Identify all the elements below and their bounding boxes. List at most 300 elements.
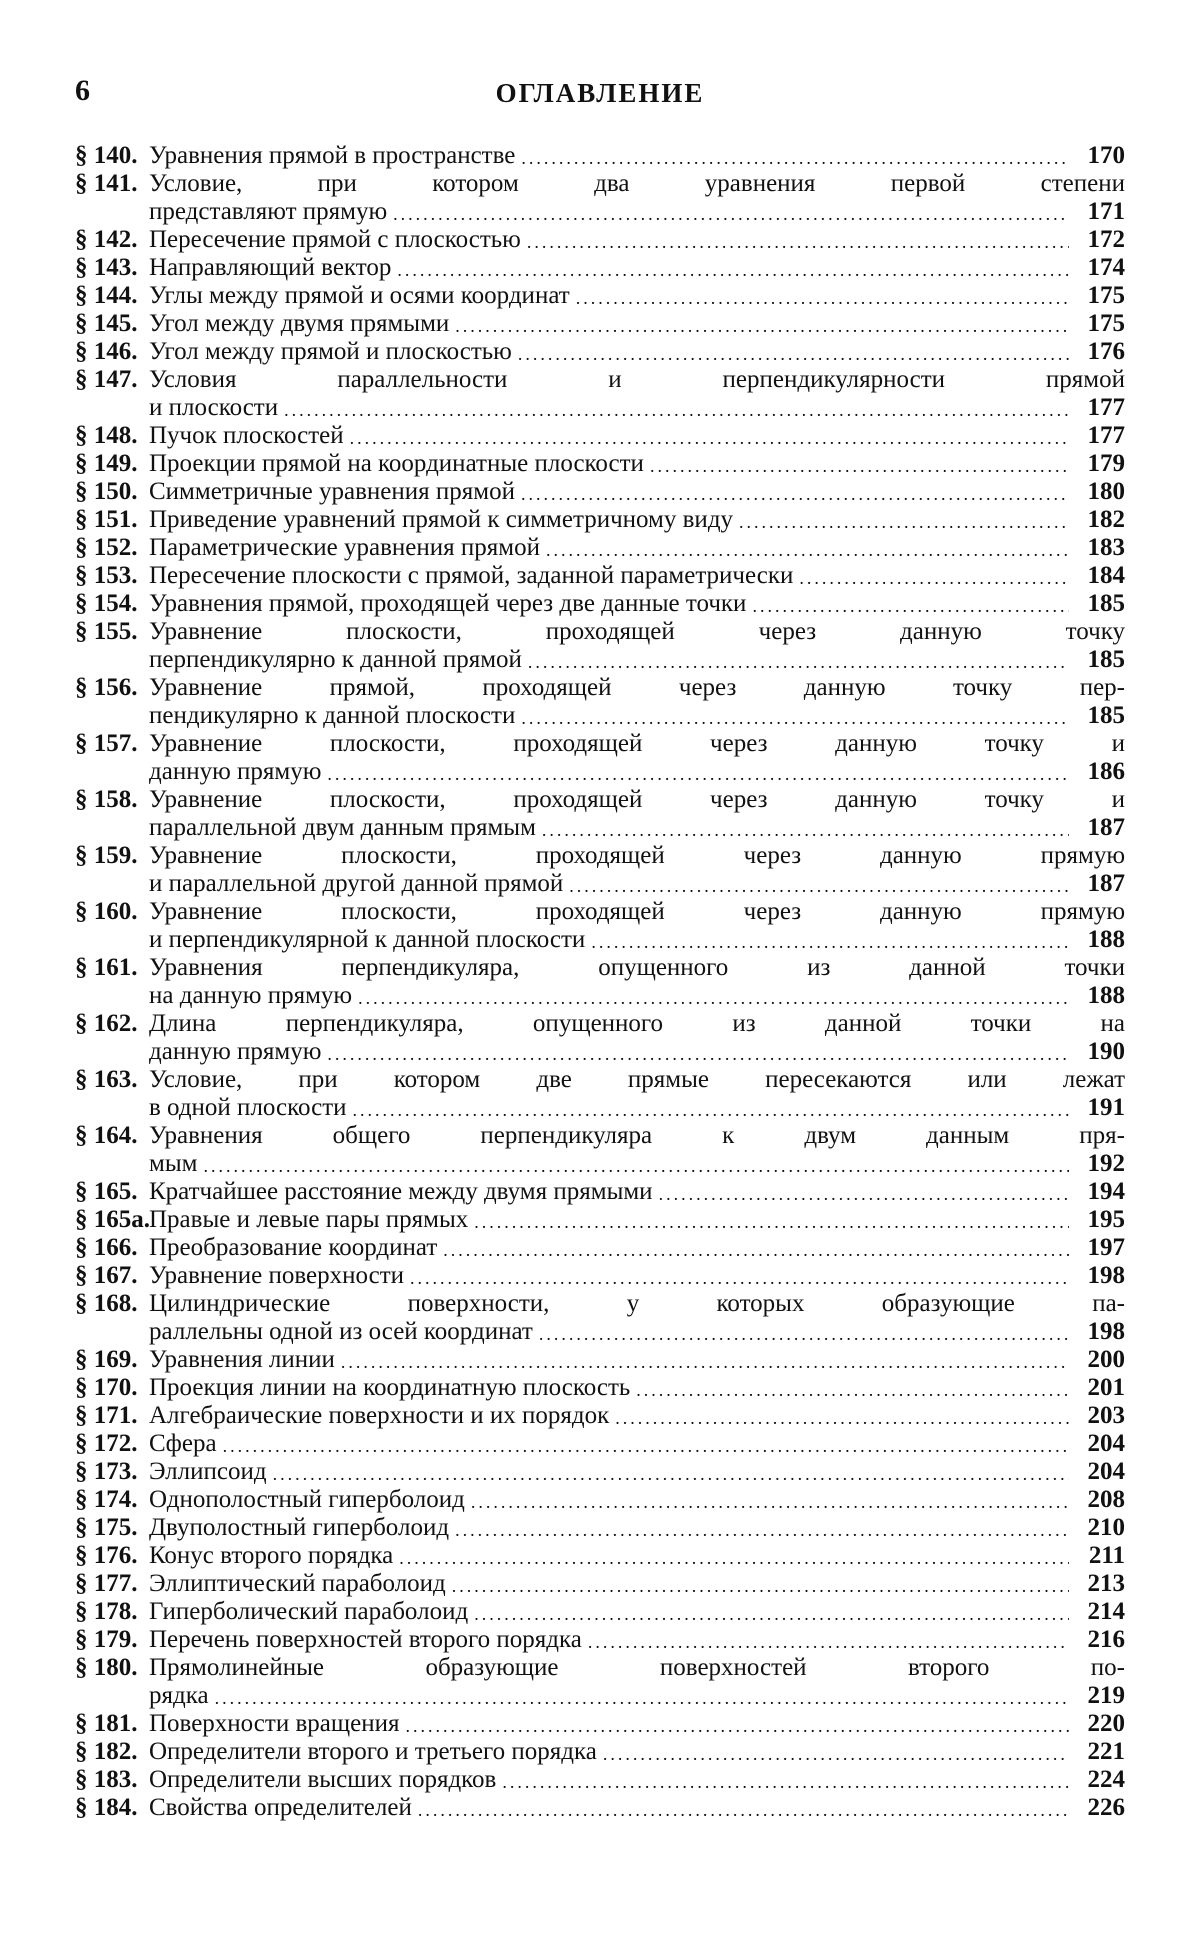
dot-leader [539,1322,1069,1346]
entry-body [149,1766,1125,1794]
toc-entry [75,422,1125,450]
dot-leader [471,1490,1069,1514]
entry-title-line: Уравнения общего перпендикуляра к двум данным пря- [149,1122,1125,1149]
dot-leader [443,1238,1069,1262]
entry-last-line [149,1402,1125,1430]
dot-leader [397,258,1069,282]
dot-leader [542,818,1069,842]
toc-entry [75,1402,1125,1430]
section-number: § 142. [75,226,138,253]
entry-body [149,1598,1125,1626]
dot-leader [615,1406,1069,1430]
entry-title-line: Поверхности вращения [149,1710,400,1737]
dot-leader [327,1042,1069,1066]
section-number: § 182. [75,1738,138,1765]
entry-body [149,898,1125,954]
section-number: § 165. [75,1178,138,1205]
page-ref: 185 [1087,702,1125,729]
toc-list [75,142,1125,1822]
toc-entry [75,226,1125,254]
toc-entry [75,170,1125,226]
section-number: § 175. [75,1514,138,1541]
entry-title-line: мым [149,1150,198,1177]
entry-body [149,310,1125,338]
section-number: § 171. [75,1402,138,1429]
entry-body [149,1206,1125,1234]
page-ref: 210 [1087,1514,1125,1541]
entry-title-line: представляют прямую [149,198,388,225]
entry-title-line: Уравнение плоскости, проходящей через данную точку и [149,786,1125,813]
section-number: § 157. [75,730,138,757]
dot-leader [455,1518,1069,1542]
entry-title-line: Преобразование координат [149,1234,438,1261]
entry-last-line [149,1318,1125,1346]
section-number: § 141. [75,170,138,197]
dot-leader [591,930,1069,954]
entry-body [149,338,1125,366]
entry-last-line [149,926,1125,954]
toc-entry [75,1654,1125,1710]
entry-last-line [149,310,1125,338]
entry-body [149,1262,1125,1290]
toc-entry [75,1374,1125,1402]
entry-body [149,674,1125,730]
page-ref: 214 [1087,1598,1125,1625]
page-ref: 177 [1087,394,1125,421]
section-number: § 150. [75,478,138,505]
entry-body [149,1710,1125,1738]
page-ref: 192 [1087,1150,1125,1177]
toc-entry [75,954,1125,1010]
page-ref: 184 [1087,562,1125,589]
entry-body [149,1122,1125,1178]
section-number: § 165а. [75,1206,150,1233]
entry-body [149,842,1125,898]
entry-body [149,618,1125,674]
entry-title-line: Уравнение плоскости, проходящей через данную точку [149,618,1125,645]
toc-entry [75,1570,1125,1598]
dot-leader [650,454,1069,478]
toc-entry [75,786,1125,842]
dot-leader [474,1602,1069,1626]
toc-entry [75,1626,1125,1654]
page-ref: 194 [1087,1178,1125,1205]
entry-title-line: Уравнение поверхности [149,1262,405,1289]
entry-title-line: Проекции прямой на координатные плоскости [149,450,644,477]
entry-body [149,1738,1125,1766]
toc-entry [75,254,1125,282]
section-number: § 160. [75,898,138,925]
page-ref: 204 [1087,1430,1125,1457]
dot-leader [603,1742,1069,1766]
toc-page [75,70,1125,1822]
section-number: § 172. [75,1430,138,1457]
toc-entry [75,478,1125,506]
entry-body [149,1010,1125,1066]
section-number: § 170. [75,1374,138,1401]
entry-title-line: Эллиптический параболоид [149,1570,446,1597]
page-ref: 211 [1088,1542,1125,1569]
page-ref: 220 [1087,1710,1125,1737]
entry-last-line [149,1374,1125,1402]
toc-entry [75,506,1125,534]
page-ref: 213 [1087,1570,1125,1597]
entry-title-line: Приведение уравнений прямой к симметричному виду [149,506,734,533]
entry-last-line [149,1206,1125,1234]
section-number: § 148. [75,422,138,449]
dot-leader [546,538,1069,562]
dot-leader [405,1714,1069,1738]
entry-body [149,1234,1125,1262]
dot-leader [521,706,1069,730]
entry-last-line [149,1738,1125,1766]
dot-leader [752,594,1069,618]
toc-entry [75,1290,1125,1346]
page-ref: 188 [1087,926,1125,953]
entry-title-line: Прямолинейные образующие поверхностей второго по- [149,1654,1125,1681]
entry-body [149,1794,1125,1822]
entry-last-line [149,338,1125,366]
page-ref: 172 [1087,226,1125,253]
section-number: § 183. [75,1766,138,1793]
toc-entry [75,1010,1125,1066]
entry-title-line: Однополостный гиперболоид [149,1486,465,1513]
entry-title-line: Уравнения перпендикуляра, опущенного из данной точки [149,954,1125,981]
section-number: § 161. [75,954,138,981]
section-number: § 166. [75,1234,138,1261]
section-number: § 144. [75,282,138,309]
page-header [75,70,1125,114]
entry-body [149,954,1125,1010]
toc-entry [75,1766,1125,1794]
entry-title-line: Эллипсоид [149,1458,267,1485]
dot-leader [474,1210,1069,1234]
section-number: § 154. [75,590,138,617]
entry-title-line: Определители высших порядков [149,1766,497,1793]
entry-body [149,422,1125,450]
entry-last-line [149,1038,1125,1066]
dot-leader [588,1630,1069,1654]
section-number: § 151. [75,506,138,533]
section-number: § 174. [75,1486,138,1513]
entry-last-line [149,1710,1125,1738]
dot-leader [576,286,1069,310]
section-number: § 169. [75,1346,138,1373]
dot-leader [636,1378,1069,1402]
entry-last-line [149,450,1125,478]
entry-title-line: параллельной двум данным прямым [149,814,536,841]
entry-title-line: Перечень поверхностей второго порядка [149,1626,582,1653]
entry-last-line [149,254,1125,282]
entry-title-line: данную прямую [149,758,322,785]
entry-title-line: данную прямую [149,1038,322,1065]
section-number: § 155. [75,618,138,645]
dot-leader [452,1574,1069,1598]
entry-body [149,1514,1125,1542]
section-number: § 177. [75,1570,138,1597]
section-number: § 147. [75,366,138,393]
page-ref: 216 [1087,1626,1125,1653]
dot-leader [502,1770,1069,1794]
dot-leader [518,342,1069,366]
entry-title-line: Длина перпендикуляра, опущенного из данной точки на [149,1010,1125,1037]
entry-title-line: и перпендикулярной к данной плоскости [149,926,586,953]
entry-title-line: Проекция линии на координатную плоскость [149,1374,631,1401]
entry-title-line: Свойства определителей [149,1794,412,1821]
page-ref: 170 [1087,142,1125,169]
entry-last-line [149,1570,1125,1598]
toc-entry [75,1066,1125,1122]
section-number: § 140. [75,142,138,169]
dot-leader [358,986,1069,1010]
entry-last-line [149,198,1125,226]
dot-leader [327,762,1069,786]
entry-last-line [149,534,1125,562]
toc-entry [75,142,1125,170]
dot-leader [739,510,1069,534]
section-number: § 179. [75,1626,138,1653]
toc-entry [75,1234,1125,1262]
toc-entry [75,1486,1125,1514]
entry-last-line [149,394,1125,422]
entry-title-line: Пересечение прямой с плоскостью [149,226,521,253]
toc-entry [75,1206,1125,1234]
page-ref: 190 [1087,1038,1125,1065]
section-number: § 152. [75,534,138,561]
entry-body [149,730,1125,786]
entry-body [149,1542,1125,1570]
dot-leader [527,230,1069,254]
entry-title-line: и параллельной другой данной прямой [149,870,564,897]
page-ref: 183 [1087,534,1125,561]
entry-title-line: Правые и левые пары прямых [149,1206,469,1233]
page-ref: 200 [1087,1346,1125,1373]
entry-title-line: Угол между прямой и плоскостью [149,338,512,365]
entry-last-line [149,1514,1125,1542]
page-ref: 176 [1087,338,1125,365]
entry-title-line: Условие, при котором два уравнения первой степени [149,170,1125,197]
entry-title-line: в одной плоскости [149,1094,347,1121]
entry-last-line [149,758,1125,786]
dot-leader [799,566,1069,590]
entry-body [149,1066,1125,1122]
section-number: § 184. [75,1794,138,1821]
entry-title-line: Алгебраические поверхности и их порядок [149,1402,610,1429]
page-ref: 203 [1087,1402,1125,1429]
entry-last-line [149,590,1125,618]
entry-title-line: Конус второго порядка [149,1542,394,1569]
page-ref: 197 [1087,1234,1125,1261]
page-ref: 187 [1087,870,1125,897]
toc-entry [75,1514,1125,1542]
entry-last-line [149,1430,1125,1458]
entry-last-line [149,814,1125,842]
entry-last-line [149,1682,1125,1710]
entry-body [149,1430,1125,1458]
entry-body [149,450,1125,478]
dot-leader [393,202,1069,226]
entry-last-line [149,1094,1125,1122]
entry-body [149,478,1125,506]
toc-entry [75,674,1125,730]
page-ref: 186 [1087,758,1125,785]
page-ref: 187 [1087,814,1125,841]
entry-body [149,562,1125,590]
page-ref: 171 [1087,198,1125,225]
dot-leader [418,1798,1069,1822]
entry-last-line [149,982,1125,1010]
entry-last-line [149,1794,1125,1822]
section-number: § 176. [75,1542,138,1569]
entry-body [149,254,1125,282]
toc-entry [75,1178,1125,1206]
page-ref: 198 [1087,1262,1125,1289]
dot-leader [350,426,1069,450]
page-ref: 177 [1087,422,1125,449]
entry-title-line: Углы между прямой и осями координат [149,282,570,309]
page-ref: 221 [1087,1738,1125,1765]
section-number: § 168. [75,1290,138,1317]
entry-last-line [149,1598,1125,1626]
entry-body [149,142,1125,170]
page-title: ОГЛАВЛЕНИЕ [495,78,705,108]
entry-title-line: перпендикулярно к данной прямой [149,646,522,673]
entry-title-line: Уравнения прямой, проходящей через две данные точки [149,590,747,617]
entry-body [149,226,1125,254]
page-ref: 198 [1087,1318,1125,1345]
entry-last-line [149,1766,1125,1794]
entry-last-line [149,142,1125,170]
entry-last-line [149,702,1125,730]
entry-title-line: и плоскости [149,394,279,421]
toc-entry [75,590,1125,618]
page-ref: 175 [1087,310,1125,337]
dot-leader [399,1546,1069,1570]
page-number: 6 [75,74,90,107]
page-ref: 201 [1087,1374,1125,1401]
toc-entry [75,1542,1125,1570]
entry-last-line [149,226,1125,254]
entry-body [149,1374,1125,1402]
page-ref: 185 [1087,646,1125,673]
entry-last-line [149,1486,1125,1514]
toc-entry [75,1346,1125,1374]
toc-entry [75,534,1125,562]
entry-title-line: Направляющий вектор [149,254,392,281]
page-ref: 180 [1087,478,1125,505]
toc-entry [75,1430,1125,1458]
section-number: § 180. [75,1654,138,1681]
entry-last-line [149,282,1125,310]
entry-body [149,1570,1125,1598]
toc-entry [75,1738,1125,1766]
dot-leader [273,1462,1069,1486]
toc-entry [75,338,1125,366]
entry-title-line: Сфера [149,1430,217,1457]
toc-entry [75,1262,1125,1290]
toc-entry [75,1122,1125,1178]
entry-title-line: Уравнение плоскости, проходящей через данную точку и [149,730,1125,757]
entry-body [149,1402,1125,1430]
entry-title-line: Гиперболический параболоид [149,1598,469,1625]
entry-body [149,366,1125,422]
toc-entry [75,562,1125,590]
entry-last-line [149,1150,1125,1178]
entry-body [149,534,1125,562]
dot-leader [528,650,1069,674]
page-ref: 208 [1087,1486,1125,1513]
entry-body [149,590,1125,618]
entry-last-line [149,1542,1125,1570]
entry-title-line: Уравнение плоскости, проходящей через данную прямую [149,898,1125,925]
entry-title-line: Уравнения линии [149,1346,335,1373]
entry-title-line: Пересечение плоскости с прямой, заданной параметрически [149,562,794,589]
entry-body [149,1626,1125,1654]
entry-last-line [149,1626,1125,1654]
dot-leader [569,874,1069,898]
dot-leader [353,1098,1069,1122]
page-ref: 175 [1087,282,1125,309]
dot-leader [521,482,1069,506]
page-ref: 195 [1087,1206,1125,1233]
toc-entry [75,1710,1125,1738]
toc-entry [75,366,1125,422]
toc-entry [75,1794,1125,1822]
entry-title-line: Уравнения прямой в пространстве [149,142,516,169]
entry-title-line: Симметричные уравнения прямой [149,478,515,505]
page-ref: 204 [1087,1458,1125,1485]
section-number: § 178. [75,1598,138,1625]
page-ref: 182 [1087,506,1125,533]
dot-leader [341,1350,1069,1374]
entry-title-line: Двуполостный гиперболоид [149,1514,450,1541]
page-ref: 226 [1087,1794,1125,1821]
dot-leader [455,314,1069,338]
toc-entry [75,310,1125,338]
entry-title-line: Уравнение плоскости, проходящей через данную прямую [149,842,1125,869]
page-ref: 185 [1087,590,1125,617]
entry-title-line: Угол между двумя прямыми [149,310,450,337]
entry-last-line [149,562,1125,590]
entry-title-line: Пучок плоскостей [149,422,344,449]
toc-entry [75,450,1125,478]
entry-title-line: раллельны одной из осей координат [149,1318,533,1345]
section-number: § 159. [75,842,138,869]
section-number: § 156. [75,674,138,701]
page-ref: 224 [1087,1766,1125,1793]
entry-last-line [149,1234,1125,1262]
toc-entry [75,618,1125,674]
entry-body [149,786,1125,842]
entry-body [149,506,1125,534]
dot-leader [659,1182,1069,1206]
page-ref: 179 [1087,450,1125,477]
entry-title-line: на данную прямую [149,982,353,1009]
section-number: § 167. [75,1262,138,1289]
entry-title-line: Кратчайшее расстояние между двумя прямыми [149,1178,653,1205]
entry-body [149,1486,1125,1514]
entry-title-line: пендикулярно к данной плоскости [149,702,516,729]
section-number: § 143. [75,254,138,281]
toc-entry [75,1458,1125,1486]
entry-last-line [149,1346,1125,1374]
section-number: § 158. [75,786,138,813]
entry-body [149,1290,1125,1346]
entry-body [149,282,1125,310]
entry-body [149,1654,1125,1710]
page-ref: 219 [1087,1682,1125,1709]
toc-entry [75,1598,1125,1626]
